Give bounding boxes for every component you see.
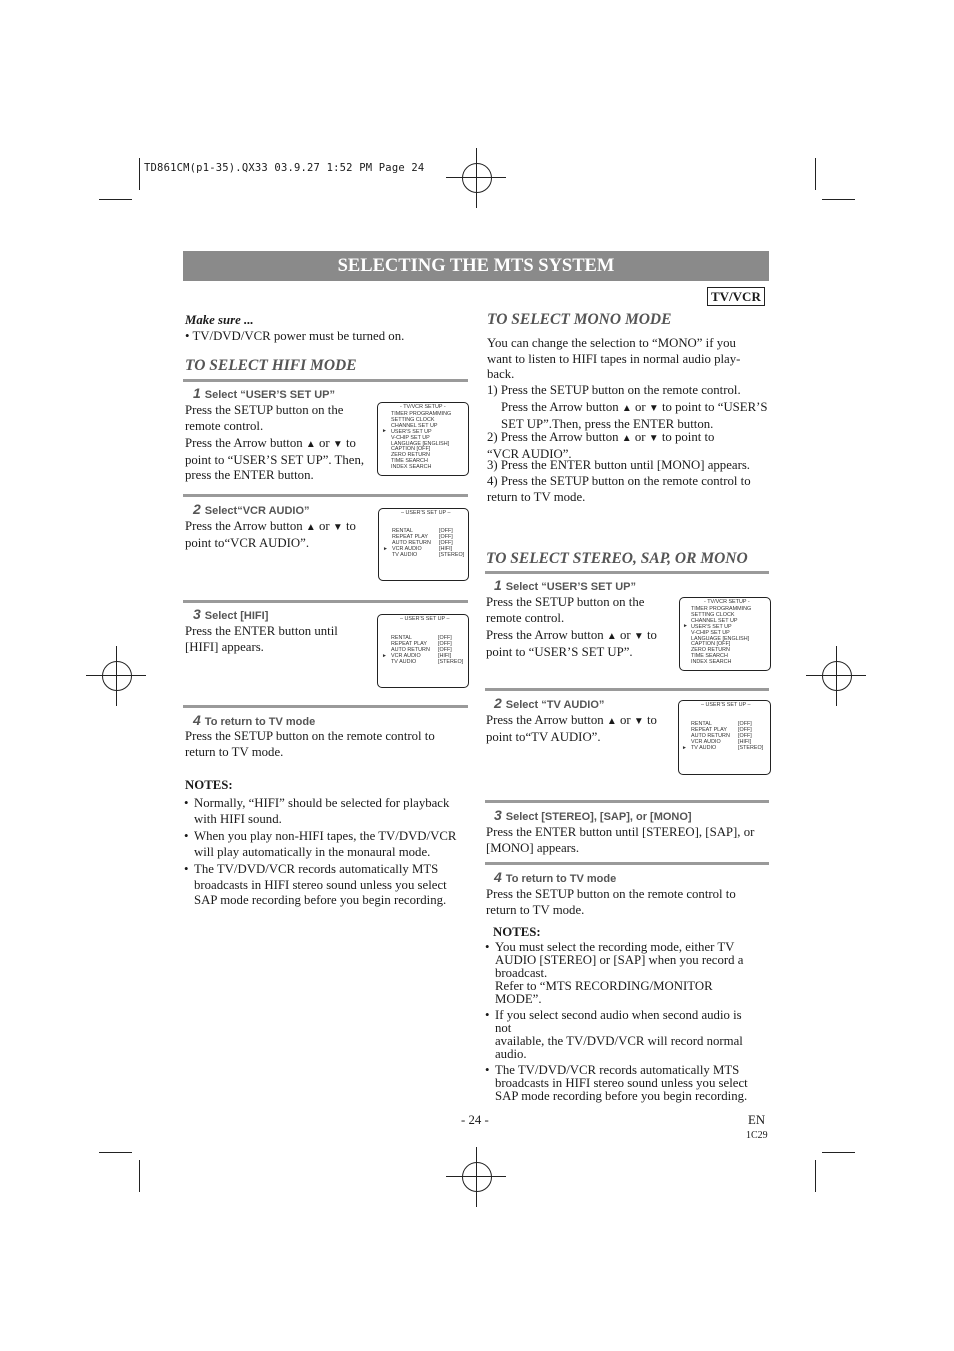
bullet-icon: • — [485, 1063, 490, 1077]
registration-mark — [462, 163, 492, 193]
mono-title: TO SELECT MONO MODE — [487, 311, 672, 328]
section-rule — [485, 862, 769, 865]
section-rule — [183, 600, 468, 603]
make-sure-text: TV/DVD/VCR power must be turned on. — [192, 329, 405, 343]
hifi-step3-heading — [193, 606, 268, 622]
notes-list — [184, 796, 469, 909]
bullet-icon: • — [184, 829, 189, 843]
screen-menu: TIMER PROGRAMMING SETTING CLOCK CHANNEL SET UP USER’S SET UP V-CHIP SET UP LANGUAGE [ENGLISH] CAPTION [OFF] ZERO RETURN TIME SEARCH INDEX SEARCH — [691, 606, 752, 666]
screen-title: - TV/VCR SETUP - — [400, 404, 446, 410]
page-number: - 24 - — [461, 1113, 489, 1127]
screen-values: [OFF] [OFF] [OFF] [HIFI] [STEREO] — [439, 528, 465, 558]
step-label: Select “TV AUDIO” — [505, 699, 605, 711]
cursor-icon: ► — [382, 653, 387, 659]
hifi-title: TO SELECT HIFI MODE — [185, 357, 357, 374]
cursor-icon: ► — [383, 546, 388, 552]
hifi-step3-text: Press the ENTER button until [HIFI] appears. — [185, 624, 338, 654]
users-setup-screen — [678, 700, 771, 775]
crop-mark — [815, 1160, 816, 1192]
registration-mark — [476, 1147, 477, 1207]
list-item: • The TV/DVD/VCR records automatically MTS broadcasts in HIFI stereo sound unless you select SAP mode recording before you begin recording. — [485, 1063, 748, 1103]
step-number: 2 — [193, 501, 201, 517]
tvvcr-setup-screen — [679, 597, 771, 671]
screen-labels: RENTAL REPEAT PLAY AUTO RETURN VCR AUDIO TV AUDIO — [392, 528, 431, 558]
screen-title: – USER’S SET UP – — [400, 616, 450, 622]
arrow-down-icon: ▼ — [332, 439, 343, 450]
section-rule — [485, 571, 769, 574]
step-label: Select “USER’S SET UP” — [505, 581, 637, 593]
mono-step4: 4) Press the SETUP button on the remote control to return to TV mode. — [487, 474, 751, 504]
list-item: • Normally, “HIFI” should be selected for playback with HIFI sound. — [184, 796, 450, 826]
stereo-step4-heading — [494, 869, 616, 885]
screen-values: [OFF] [OFF] [OFF] [HIFI] [STEREO] — [738, 721, 764, 751]
arrow-up-icon: ▲ — [606, 716, 617, 727]
stereo-step2-heading — [494, 695, 604, 711]
hifi-step1-heading — [193, 385, 335, 401]
screen-labels: RENTAL REPEAT PLAY AUTO RETURN VCR AUDIO TV AUDIO — [391, 635, 430, 665]
crop-mark — [99, 1152, 132, 1153]
mode-badge: TV/VCR — [707, 287, 765, 306]
hifi-step1-text — [185, 403, 375, 484]
arrow-up-icon: ▲ — [621, 433, 632, 444]
notes-heading: NOTES: — [185, 778, 233, 792]
stereo-step3-text: Press the ENTER button until [STEREO], [SAP], or [MONO] appears. — [486, 825, 755, 855]
crop-mark — [822, 199, 855, 200]
step-label: Select“VCR AUDIO” — [204, 505, 310, 517]
screen-menu: TIMER PROGRAMMING SETTING CLOCK CHANNEL SET UP USER’S SET UP V-CHIP SET UP LANGUAGE [ENGLISH] CAPTION [OFF] ZERO RETURN TIME SEARCH INDEX SEARCH — [391, 411, 452, 471]
list-item: • The TV/DVD/VCR records automatically MTS broadcasts in HIFI stereo sound unless you select SAP mode recording before you begin recording. — [184, 862, 447, 907]
section-rule — [183, 379, 468, 382]
hifi-step4-text: Press the SETUP button on the remote control to return to TV mode. — [185, 729, 435, 759]
users-setup-screen — [378, 508, 469, 581]
page-title: SELECTING THE MTS SYSTEM — [183, 251, 769, 281]
arrow-down-icon: ▼ — [332, 522, 343, 533]
bullet-icon: • — [185, 329, 193, 343]
cursor-icon: ► — [683, 623, 688, 629]
crop-mark — [139, 158, 140, 190]
screen-title: – USER’S SET UP – — [401, 510, 451, 516]
arrow-down-icon: ▼ — [648, 403, 659, 414]
registration-mark — [462, 1162, 492, 1192]
section-rule — [183, 494, 468, 497]
step-text: Press the Arrow button ▲ or ▼ to point to “USER’S SET UP”. Then, press the ENTER button. — [185, 436, 365, 482]
bullet-icon: • — [184, 796, 189, 810]
stereo-step4-text: Press the SETUP button on the remote control to return to TV mode. — [486, 887, 736, 917]
cursor-icon: ► — [682, 745, 687, 751]
screen-title: - TV/VCR SETUP - — [704, 599, 750, 605]
registration-mark — [836, 646, 837, 706]
mono-intro: You can change the selection to “MONO” if you want to listen to HIFI tapes in normal audio play-back. — [487, 336, 741, 381]
step-number: 1 — [193, 385, 201, 401]
arrow-up-icon: ▲ — [305, 522, 316, 533]
hifi-step2-heading — [193, 501, 310, 517]
make-sure-heading: Make sure ... — [185, 313, 254, 327]
step-number: 3 — [494, 807, 502, 823]
screen-values: [OFF] [OFF] [OFF] [HIFI] [STEREO] — [438, 635, 464, 665]
arrow-down-icon: ▼ — [633, 716, 644, 727]
crop-mark — [815, 158, 816, 190]
step-label: To return to TV mode — [204, 716, 316, 728]
step-text: Press the SETUP button on the remote control. — [185, 403, 344, 433]
stereo-step1-heading — [494, 577, 636, 593]
stereo-title: TO SELECT STEREO, SAP, OR MONO — [486, 550, 748, 567]
arrow-up-icon: ▲ — [621, 403, 632, 414]
list-item: • If you select second audio when second audio is not available, the TV/DVD/VCR will record normal audio. — [485, 1008, 743, 1061]
registration-mark — [476, 148, 477, 208]
step-number: 1 — [494, 577, 502, 593]
bullet-icon: • — [485, 940, 490, 954]
arrow-up-icon: ▲ — [606, 631, 617, 642]
section-rule — [485, 688, 769, 691]
tvvcr-setup-screen — [377, 402, 469, 476]
file-header: TD861CM(p1-35).QX33 03.9.27 1:52 PM Page 24 — [144, 162, 425, 174]
arrow-up-icon: ▲ — [305, 439, 316, 450]
cursor-icon: ► — [382, 428, 387, 434]
bullet-icon: • — [184, 862, 189, 876]
crop-mark — [822, 1152, 855, 1153]
screen-labels: RENTAL REPEAT PLAY AUTO RETURN VCR AUDIO TV AUDIO — [691, 721, 730, 751]
step-label: Select [STEREO], [SAP], or [MONO] — [505, 811, 692, 823]
screen-title: – USER’S SET UP – — [701, 702, 751, 708]
step-label: To return to TV mode — [505, 873, 617, 885]
users-setup-screen — [377, 614, 469, 688]
list-item: • You must select the recording mode, either TV AUDIO [STEREO] or [SAP] when you record a broadcast. Refer to “MTS RECORDING/MONITOR MODE”. — [485, 940, 744, 1006]
mono-step2: 2) Press the Arrow button ▲ or ▼ to point to “VCR AUDIO”. — [487, 430, 715, 461]
arrow-down-icon: ▼ — [648, 433, 659, 444]
mono-step1b: Press the Arrow button ▲ or ▼ to point to “USER’S SET UP”.Then, press the ENTER button. — [501, 400, 768, 431]
stereo-step1-text: Press the SETUP button on the remote control. Press the Arrow button ▲ or ▼ to point to “USER’S SET UP”. — [486, 595, 657, 659]
step-number: 4 — [494, 869, 502, 885]
notes-list — [485, 941, 760, 1103]
step-number: 3 — [193, 606, 201, 622]
registration-mark — [102, 661, 132, 691]
registration-mark — [116, 646, 117, 706]
step-number: 4 — [193, 712, 201, 728]
crop-mark — [99, 199, 132, 200]
bullet-icon: • — [485, 1008, 490, 1022]
document-code: 1C29 — [746, 1130, 768, 1141]
mono-step3: 3) Press the ENTER button until [MONO] appears. — [487, 458, 751, 472]
crop-mark — [139, 1160, 140, 1192]
stereo-step2-text: Press the Arrow button ▲ or ▼ to point to“TV AUDIO”. — [486, 713, 657, 744]
step-label: Select “USER’S SET UP” — [204, 389, 336, 401]
registration-mark — [822, 661, 852, 691]
notes-heading: NOTES: — [493, 925, 541, 939]
list-item: • When you play non-HIFI tapes, the TV/DVD/VCR will play automatically in the monaural mode. — [184, 829, 457, 859]
mono-step1: 1) Press the SETUP button on the remote control. — [487, 383, 741, 397]
hifi-step4-heading — [193, 712, 315, 728]
language-code: EN — [748, 1113, 766, 1127]
make-sure-item — [185, 329, 404, 345]
step-number: 2 — [494, 695, 502, 711]
stereo-step3-heading — [494, 807, 692, 823]
arrow-down-icon: ▼ — [633, 631, 644, 642]
hifi-step2-text: Press the Arrow button ▲ or ▼ to point to“VCR AUDIO”. — [185, 519, 356, 550]
section-rule — [183, 705, 468, 708]
section-rule — [485, 800, 769, 803]
step-label: Select [HIFI] — [204, 610, 269, 622]
